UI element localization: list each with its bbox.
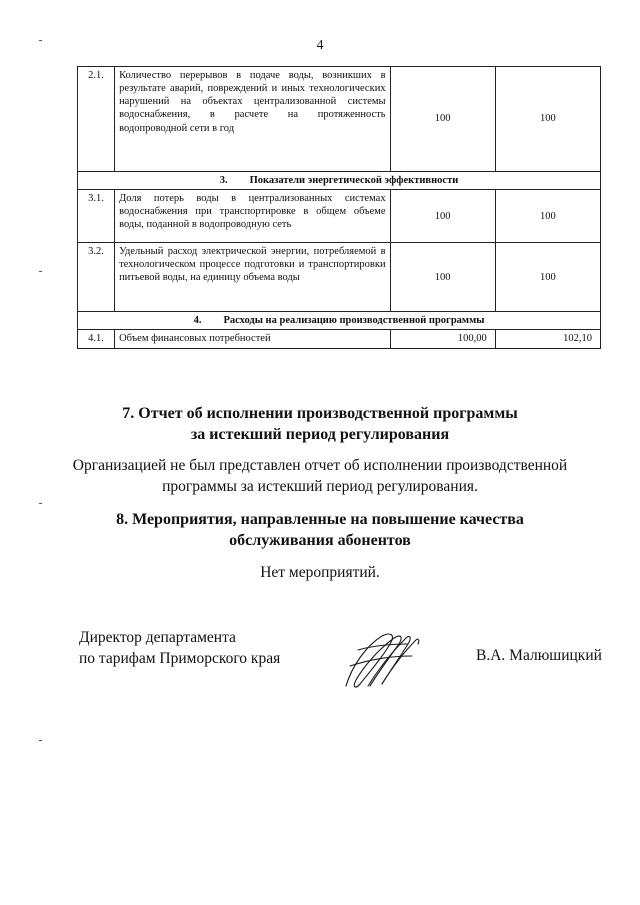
paragraph-line: программы за истекший период регулирования. [162, 477, 478, 495]
section-title: Расходы на реализацию производственной программы [223, 315, 485, 327]
row-value-1: 100 [390, 67, 495, 172]
section-number: 3. [219, 175, 228, 186]
indicators-table [77, 66, 601, 349]
table-row [78, 243, 601, 312]
row-description: Удельный расход электрической энергии, потребляемой в технологическом процессе подготовки и транспортировки питьевой воды, на единицу объема воды [115, 243, 391, 312]
position-line: Директор департамента [79, 629, 236, 646]
row-value-1: 100,00 [390, 330, 495, 349]
table-row [78, 67, 601, 172]
signatory-name: В.А. Малюшицкий [476, 647, 602, 664]
page-number: 4 [316, 38, 324, 53]
scan-mark [39, 40, 42, 41]
section-title: Показатели энергетической эффективности [249, 175, 459, 186]
row-value-2: 102,10 [495, 330, 600, 349]
scan-mark [39, 503, 42, 504]
row-description: Объем финансовых потребностей [115, 330, 391, 349]
section-header-3 [78, 172, 601, 190]
row-value-2: 100 [495, 243, 600, 312]
paragraph-line: Организацией не был представлен отчет об исполнении производственной [72, 457, 568, 474]
row-number: 3.2. [78, 243, 115, 312]
heading-line: обслуживания абонентов [229, 531, 411, 549]
table-row [78, 190, 601, 243]
row-description: Количество перерывов в подаче воды, возникших в результате аварий, повреждений и иных технологических нарушений на объектах централизованной системы водоснабжения, в расчете на протяженность водопроводной сети в год [115, 67, 391, 172]
row-number: 2.1. [78, 67, 115, 172]
section-7-text [70, 456, 570, 498]
section-row [78, 172, 601, 190]
section-7-heading [0, 404, 640, 446]
handwritten-signature [338, 626, 428, 692]
heading-line: 7. Отчет об исполнении производственной программы [122, 405, 518, 422]
table-row [78, 330, 601, 349]
section-8-text [70, 563, 570, 584]
section-header-4 [78, 312, 601, 330]
heading-line: 8. Мероприятия, направленные на повышение качества [116, 511, 524, 528]
paragraph-line: Нет мероприятий. [260, 564, 380, 581]
section-number: 4. [193, 315, 202, 327]
scan-mark [39, 740, 42, 741]
row-value-1: 100 [390, 190, 495, 243]
row-number: 4.1. [78, 330, 115, 349]
signatory-position [79, 628, 280, 670]
position-line: по тарифам Приморского края [79, 649, 281, 667]
section-8-heading [0, 510, 640, 552]
row-number: 3.1. [78, 190, 115, 243]
row-description: Доля потерь воды в централизованных системах водоснабжения при транспортировке в общем объеме воды, поданной в водопроводную сеть [115, 190, 391, 243]
row-value-1: 100 [390, 243, 495, 312]
row-value-2: 100 [495, 190, 600, 243]
scan-mark [39, 271, 42, 272]
row-value-2: 100 [495, 67, 600, 172]
heading-line: за истекший период регулирования [190, 425, 450, 443]
section-row [78, 312, 601, 330]
